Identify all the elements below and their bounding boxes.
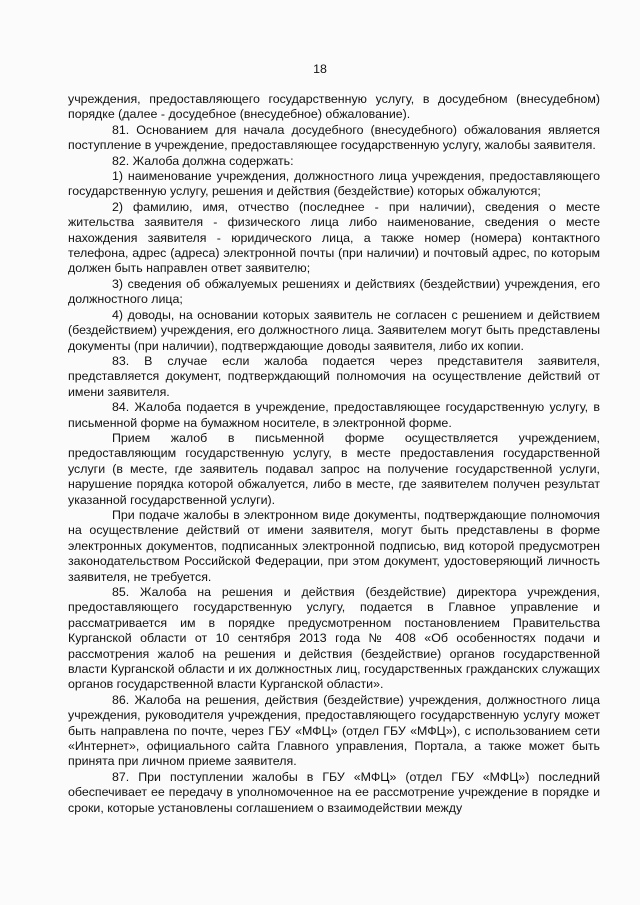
- document-body: [68, 92, 600, 816]
- paragraph: 81. Основанием для начала досудебного (внесудебного) обжалования является поступление в учреждение, предоставляющее государственную услугу, жалобы заявителя.: [68, 122, 600, 153]
- paragraph: 2) фамилию, имя, отчество (последнее - при наличии), сведения о месте жительства заявителя - физического лица либо наименование, сведения о месте нахождения заявителя - юридического лица, а также номер (номера) контактного телефона, адрес (адреса) электронной почты (при наличии) и почтовый адрес, по которым должен быть направлен ответ заявителю;: [68, 199, 600, 276]
- paragraph: Прием жалоб в письменной форме осуществляется учреждением, предоставляющим государственную услугу, в месте предоставления государственной услуги (в месте, где заявитель подавал запрос на получение государственной услуги, нарушение порядка которой обжалуется, либо в месте, где заявителем получен результат указанной государственной услуги).: [68, 430, 600, 507]
- paragraph: 85. Жалоба на решения и действия (бездействие) директора учреждения, предоставляющего государственную услугу, подается в Главное управление и рассматривается им в порядке предусмотренном постановлением Правительства Курганской области от 10 сентября 2013 года № 408 «Об особенностях подачи и рассмотрения жалоб на решения и действия (бездействие) органов государственной власти Курганской области и их должностных лиц, государственных гражданских служащих органов государственной власти Курганской области».: [68, 585, 600, 692]
- paragraph: 1) наименование учреждения, должностного лица учреждения, предоставляющего государственную услугу, решения и действия (бездействие) которых обжалуются;: [68, 169, 600, 199]
- paragraph: 82. Жалоба должна содержать:: [112, 153, 294, 168]
- paragraph: 4) доводы, на основании которых заявитель не согласен с решением и действием (бездействием) учреждения, его должностного лица. Заявителем могут быть представлены документы (при наличии), подтверждающие доводы заявителя, либо их копии.: [68, 307, 600, 353]
- paragraph: 86. Жалоба на решения, действия (бездействие) учреждения, должностного лица учреждения, руководителя учреждения, предоставляющего государственную услугу может быть направлена по почте, через ГБУ «МФЦ» (отдел ГБУ «МФЦ»), с использованием сети «Интернет», официального сайта Главного управления, Портала, а также может быть принята при личном приеме заявителя.: [68, 692, 600, 769]
- paragraph: 83. В случае если жалоба подается через представителя заявителя, представляется документ, подтверждающий полномочия на осуществление действий от имени заявителя.: [68, 353, 600, 399]
- paragraph: учреждения, предоставляющего государственную услугу, в досудебном (внесудебном) порядке (далее - досудебное (внесудебное) обжалование).: [68, 92, 600, 122]
- paragraph: 87. При поступлении жалобы в ГБУ «МФЦ» (отдел ГБУ «МФЦ») последний обеспечивает ее передачу в уполномоченное на ее рассмотрение учреждение в порядке и сроки, которые установлены соглашением о взаимодействии между: [68, 769, 600, 815]
- paragraph: 3) сведения об обжалуемых решениях и действиях (бездействии) учреждения, его должностного лица;: [68, 276, 600, 307]
- paragraph: 84. Жалоба подается в учреждение, предоставляющее государственную услугу, в письменной форме на бумажном носителе, в электронной форме.: [68, 400, 600, 430]
- page-number: 18: [313, 62, 327, 76]
- paragraph: При подаче жалобы в электронном виде документы, подтверждающие полномочия на осуществление действий от имени заявителя, могут быть представлены в форме электронных документов, подписанных электронной подписью, вид которой предусмотрен законодательством Российской Федерации, при этом документ, удостоверяющий личность заявителя, не требуется.: [68, 507, 600, 584]
